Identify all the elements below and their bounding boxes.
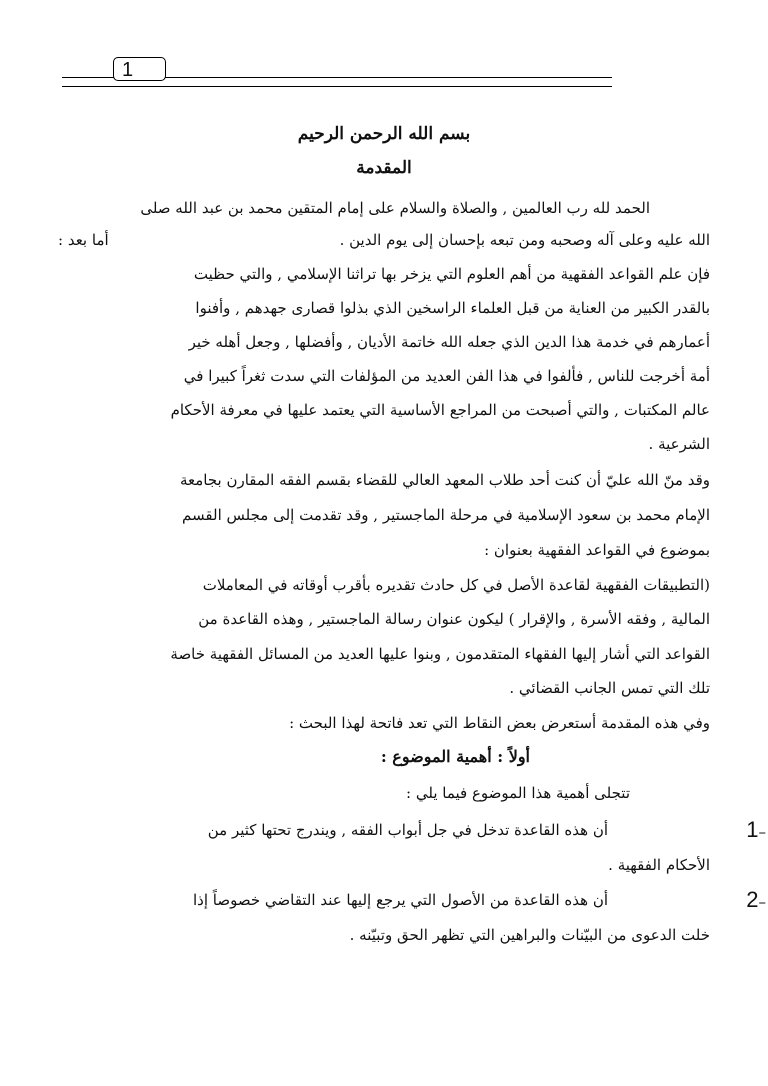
paragraph-line: عالم المكتبات , والتي أصبحت من المراجع الأساسية التي يعتمد عليها في معرفة الأحكام xyxy=(170,401,710,419)
paragraph-line: الشرعية . xyxy=(648,435,710,453)
list-item-1-continuation: الأحكام الفقهية . xyxy=(608,856,710,874)
paragraph-line: القواعد التي أشار إليها الفقهاء المتقدمون , وبنوا عليها العديد من المسائل الفقهية خاصة xyxy=(170,645,710,663)
section-title: المقدمة xyxy=(356,158,412,178)
list-item-1-marker xyxy=(746,817,766,842)
paragraph-line: بالقدر الكبير من العناية من قبل العلماء الراسخين الذي بذلوا قصارى جهدهم , وأفنوا xyxy=(195,299,710,317)
page-number: 1 xyxy=(113,57,166,81)
list-dash: – xyxy=(758,823,766,841)
paragraph-line: وقد منّ الله عليّ أن كنت أحد طلاب المعهد العالي للقضاء بقسم الفقه المقارن بجامعة xyxy=(179,471,710,489)
paragraph-line: أمة أخرجت للناس , فألفوا في هذا الفن العديد من المؤلفات التي سدت ثغراً كبيرا في xyxy=(183,367,710,385)
list-number: 1 xyxy=(746,817,759,842)
paragraph-line: أما بعد : xyxy=(58,231,109,249)
paragraph-line: المالية , وفقه الأسرة , والإقرار ) ليكون عنوان رسالة الماجستير , وهذه القاعدة من xyxy=(198,610,710,628)
paragraph-line: بموضوع في القواعد الفقهية بعنوان : xyxy=(484,541,710,559)
document-body xyxy=(58,0,766,1086)
list-item-1-text: أن هذه القاعدة تدخل في جل أبواب الفقه , ويندرج تحتها كثير من xyxy=(207,821,608,839)
paragraph-line: الحمد لله رب العالمين , والصلاة والسلام على إمام المتقين محمد بن عبد الله صلى xyxy=(140,199,650,217)
paragraph-line: وفي هذه المقدمة أستعرض بعض النقاط التي تعد فاتحة لهذا البحث : xyxy=(289,714,710,732)
list-item-2-continuation: خلت الدعوى من البيّنات والبراهين التي تظهر الحق وتبيّنه . xyxy=(349,926,710,944)
paragraph-line: تتجلى أهمية هذا الموضوع فيما يلي : xyxy=(406,784,630,802)
subheading-importance: أولاً : أهمية الموضوع : xyxy=(380,747,530,766)
list-dash: – xyxy=(758,893,766,911)
basmala: بسم الله الرحمن الرحيم xyxy=(297,124,471,144)
paragraph-line: (التطبيقات الفقهية لقاعدة الأصل في كل حادث تقديره بأقرب أوقاته في المعاملات xyxy=(202,576,710,594)
list-item-2-marker xyxy=(746,887,766,912)
list-item-2-text: أن هذه القاعدة من الأصول التي يرجع إليها عند التقاضي خصوصاً إذا xyxy=(193,891,608,909)
paragraph-line: أعمارهم في خدمة هذا الدين الذي جعله الله خاتمة الأديان , وأفضلها , وجعل أهله خير xyxy=(188,333,710,351)
paragraph-line: الله عليه وعلى آله وصحبه ومن تبعه بإحسان إلى يوم الدين . xyxy=(339,231,710,249)
paragraph-line: تلك التي تمس الجانب القضائي . xyxy=(509,679,710,697)
paragraph-line: فإن علم القواعد الفقهية من أهم العلوم التي يزخر بها تراثنا الإسلامي , والتي حظيت xyxy=(193,265,710,283)
paragraph-line: الإمام محمد بن سعود الإسلامية في مرحلة الماجستير , وقد تقدمت إلى مجلس القسم xyxy=(182,506,710,524)
list-number: 2 xyxy=(746,887,759,912)
